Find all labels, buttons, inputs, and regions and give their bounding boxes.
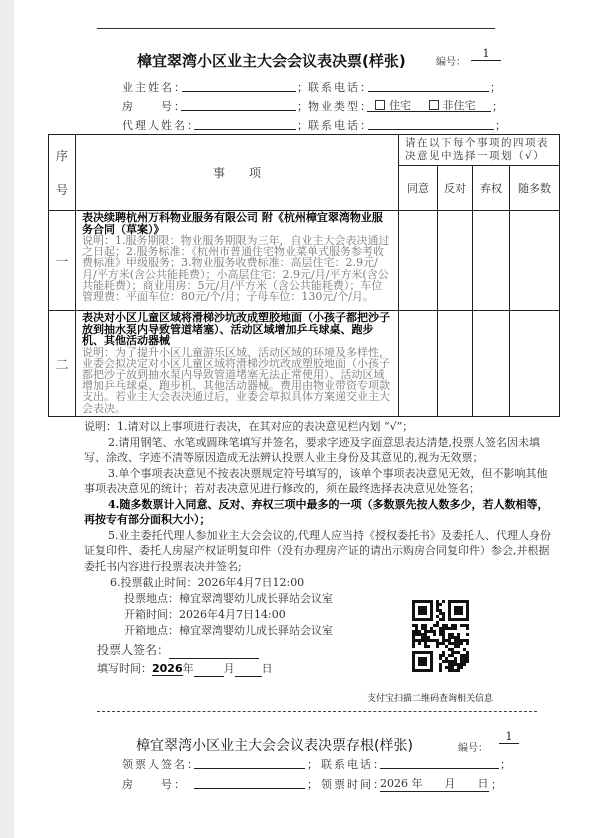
separator: ； bbox=[491, 778, 502, 791]
qr-module bbox=[412, 624, 415, 627]
agent-phone-label: 联系电话： bbox=[308, 119, 373, 132]
qr-module bbox=[424, 633, 427, 636]
item-title: 表决对小区儿童区域将滑梯沙坑改成塑胶地面（小孩子都把沙子放到抽水泵内导致管道堵塞）、活动区域增加乒乓球桌、跑步机、其他活动器械 bbox=[82, 311, 390, 347]
qr-module bbox=[424, 639, 427, 642]
page-gutter bbox=[0, 0, 14, 838]
qr-module bbox=[466, 642, 469, 645]
qr-module bbox=[436, 642, 439, 645]
qr-module bbox=[454, 669, 457, 672]
qr-module bbox=[424, 636, 427, 639]
qr-module bbox=[427, 636, 430, 639]
agent-phone-field[interactable] bbox=[368, 118, 494, 130]
separator: ； bbox=[297, 119, 308, 132]
qr-module bbox=[454, 663, 457, 666]
qr-module bbox=[445, 639, 448, 642]
qr-module bbox=[421, 633, 424, 636]
qr-module bbox=[451, 627, 454, 630]
qr-module bbox=[454, 651, 457, 654]
qr-module bbox=[454, 624, 457, 627]
voter-sign-row bbox=[97, 642, 559, 659]
header-instruction: 请在以下每个事项的四项表决意见中选择一项划（√） bbox=[399, 135, 560, 166]
stub-number-label: 编号： bbox=[458, 743, 488, 754]
qr-module bbox=[427, 645, 430, 648]
table-row bbox=[49, 211, 560, 311]
qr-module bbox=[448, 669, 451, 672]
qr-module bbox=[460, 666, 463, 669]
qr-module bbox=[451, 660, 454, 663]
qr-module bbox=[466, 660, 469, 663]
qr-module bbox=[457, 669, 460, 672]
qr-module bbox=[466, 633, 469, 636]
note-5: 5.业主委托代理人参加业主大会会议的,代理人应当持《授权委托书》及委托人、代理人身份证复印件、委托人房屋产权证明复印件（没有办理房产证的请出示购房合同复印件）参会,并根据委托书内容进行投票表决并签名; bbox=[84, 528, 551, 573]
header-seq: 序 号 bbox=[49, 135, 76, 211]
qr-module bbox=[418, 639, 421, 642]
qr-module bbox=[451, 624, 454, 627]
residential-checkbox[interactable] bbox=[375, 100, 385, 110]
separator: ； bbox=[492, 100, 503, 113]
vote-agree-cell[interactable] bbox=[399, 311, 438, 417]
vote-majority-cell[interactable] bbox=[510, 311, 560, 417]
owner-name-field[interactable] bbox=[182, 80, 296, 92]
qr-module bbox=[442, 612, 445, 615]
table-row bbox=[49, 311, 560, 417]
qr-module bbox=[424, 645, 427, 648]
qr-module bbox=[412, 642, 415, 645]
stub-room-label: 房 号： bbox=[122, 778, 187, 791]
receiver-sign-label: 领票人签名： bbox=[122, 758, 200, 771]
qr-module bbox=[442, 651, 445, 654]
qr-module bbox=[448, 660, 451, 663]
qr-module bbox=[433, 639, 436, 642]
cut-line bbox=[97, 711, 537, 712]
qr-module bbox=[451, 666, 454, 669]
qr-module bbox=[421, 639, 424, 642]
note-1: 说明：1.请对以上事项进行表决，在其对应的表决意见栏内划 “√”； bbox=[84, 420, 414, 433]
qr-module bbox=[439, 630, 442, 633]
qr-module bbox=[439, 642, 442, 645]
qr-module bbox=[460, 660, 463, 663]
qr-module bbox=[424, 642, 427, 645]
notes-section bbox=[84, 417, 554, 574]
separator: ； bbox=[307, 778, 318, 791]
header-item: 事 项 bbox=[76, 135, 399, 211]
note-4: 4.随多数票计入同意、反对、弃权三项中最多的一项（多数票先按人数多少，若人数相等，再按专有部分面积大小）； bbox=[84, 497, 549, 526]
non-residential-label: 非住宅 bbox=[442, 99, 476, 112]
qr-module bbox=[436, 621, 439, 624]
header-abstain: 弃权 bbox=[473, 166, 510, 211]
qr-module bbox=[436, 606, 439, 609]
qr-module bbox=[442, 627, 445, 630]
qr-module bbox=[463, 654, 466, 657]
row-seq: 二 bbox=[49, 311, 76, 417]
qr-module bbox=[436, 624, 439, 627]
stub-room-field[interactable] bbox=[194, 777, 305, 789]
qr-module bbox=[448, 633, 451, 636]
separator: ； bbox=[297, 81, 308, 94]
qr-finder bbox=[418, 606, 427, 615]
separator: ； bbox=[495, 119, 506, 132]
qr-module bbox=[454, 645, 457, 648]
stub-phone-label: 联系电话： bbox=[321, 758, 386, 771]
stub-number: 1 bbox=[499, 730, 519, 744]
property-type-field bbox=[367, 97, 491, 112]
qr-module bbox=[451, 642, 454, 645]
qr-module bbox=[445, 657, 448, 660]
qr-module bbox=[454, 627, 457, 630]
qr-module bbox=[460, 663, 463, 666]
qr-module bbox=[448, 666, 451, 669]
residential-label: 住宅 bbox=[389, 99, 411, 112]
qr-module bbox=[451, 654, 454, 657]
year-unit: 年 bbox=[182, 662, 194, 675]
qr-module bbox=[457, 651, 460, 654]
qr-module bbox=[451, 651, 454, 654]
qr-module bbox=[442, 633, 445, 636]
qr-module bbox=[436, 600, 439, 603]
qr-module bbox=[448, 639, 451, 642]
note-3: 3.单个事项表决意见不按表决票规定符号填写的，该单个事项表决意见无效，但不影响其他事项表决意见的统计；若对表决意见进行修改的，须在最终选择表决意见处签名； bbox=[84, 466, 548, 495]
qr-module bbox=[445, 624, 448, 627]
qr-module bbox=[418, 633, 421, 636]
qr-module bbox=[457, 636, 460, 639]
vote-abstain-cell[interactable] bbox=[473, 311, 510, 417]
row-item bbox=[76, 311, 399, 417]
qr-module bbox=[421, 636, 424, 639]
open-place: 开箱地点：樟宜翠湾婴幼儿成长驿站会议室 bbox=[124, 624, 333, 637]
qr-module bbox=[457, 639, 460, 642]
qr-module bbox=[451, 633, 454, 636]
qr-module bbox=[451, 636, 454, 639]
separator: ； bbox=[500, 758, 511, 771]
qr-module bbox=[424, 624, 427, 627]
ballot-body bbox=[48, 134, 559, 677]
qr-module bbox=[463, 624, 466, 627]
qr-module bbox=[433, 624, 436, 627]
qr-module bbox=[439, 603, 442, 606]
qr-module bbox=[445, 645, 448, 648]
qr-module bbox=[439, 618, 442, 621]
header-follow-majority: 随多数 bbox=[510, 166, 560, 211]
qr-module bbox=[439, 627, 442, 630]
vote-oppose-cell[interactable] bbox=[438, 211, 473, 311]
item-description: 说明：为了提升小区儿童游乐区域、活动区域的环境及多样性，业委会拟决定对小区儿童区域将滑梯沙坑改成塑胶地面（小孩子都把沙子放到抽水泵内导致管道堵塞无法正常使用）、活动区域增加乒乓球桌、跑步机、其他活动器械。费用由物业带资专项款支出。若业主大会表决通过后，业委会草拟具体方案递交业主大会表决。 bbox=[82, 345, 390, 415]
agent-name-field[interactable] bbox=[194, 118, 296, 130]
qr-finder bbox=[454, 606, 463, 615]
qr-module bbox=[424, 627, 427, 630]
ballot-table bbox=[48, 134, 560, 417]
qr-module bbox=[412, 636, 415, 639]
schedule bbox=[110, 575, 559, 639]
row-item bbox=[76, 211, 399, 311]
qr-module bbox=[442, 630, 445, 633]
qr-module bbox=[442, 615, 445, 618]
qr-module bbox=[460, 642, 463, 645]
qr-module bbox=[451, 648, 454, 651]
qr-module bbox=[439, 612, 442, 615]
qr-module bbox=[430, 639, 433, 642]
qr-module bbox=[466, 654, 469, 657]
vote-majority-cell[interactable] bbox=[510, 211, 560, 311]
qr-module bbox=[427, 630, 430, 633]
qr-module bbox=[448, 627, 451, 630]
qr-module bbox=[463, 648, 466, 651]
qr-module bbox=[415, 624, 418, 627]
note-2: 2.请用钢笔、水笔或圆珠笔填写并签名，要求字迹及字面意思表达清楚,投票人签名因未填写、涂改、字迹不清等原因造成无法辨认投票人业主身份及其意见的,视为无效票； bbox=[84, 435, 540, 464]
qr-module bbox=[442, 624, 445, 627]
qr-module bbox=[412, 639, 415, 642]
voter-sign-field[interactable] bbox=[169, 647, 259, 659]
qr-module bbox=[433, 633, 436, 636]
owner-phone-field[interactable] bbox=[368, 80, 489, 92]
qr-module bbox=[448, 663, 451, 666]
top-rule bbox=[97, 28, 495, 29]
stub-title: 樟宜翠湾小区业主大会会议表决票存根(样张) bbox=[136, 738, 413, 754]
qr-module bbox=[442, 660, 445, 663]
separator: ； bbox=[297, 100, 308, 113]
day-unit: 日 bbox=[261, 662, 273, 675]
qr-module bbox=[448, 642, 451, 645]
vote-place: 投票地点：樟宜翠湾婴幼儿成长驿站会议室 bbox=[124, 592, 333, 605]
qr-module bbox=[439, 657, 442, 660]
receive-time-field[interactable]: 2026 年 月 日 bbox=[380, 777, 489, 790]
fill-time-label: 填写时间： bbox=[97, 662, 152, 675]
qr-module bbox=[412, 645, 415, 648]
vote-oppose-cell[interactable] bbox=[438, 311, 473, 417]
qr-module bbox=[466, 624, 469, 627]
qr-module bbox=[436, 603, 439, 606]
qr-module bbox=[463, 660, 466, 663]
qr-module bbox=[457, 666, 460, 669]
qr-module bbox=[412, 630, 415, 633]
qr-module bbox=[442, 600, 445, 603]
qr-module bbox=[448, 654, 451, 657]
receiver-sign-field[interactable] bbox=[194, 757, 305, 769]
qr-module bbox=[439, 633, 442, 636]
ballot-number: 1 bbox=[471, 47, 501, 61]
qr-module bbox=[451, 663, 454, 666]
qr-finder bbox=[418, 657, 427, 666]
room-field[interactable] bbox=[181, 99, 296, 111]
vote-agree-cell[interactable] bbox=[399, 211, 438, 311]
qr-module bbox=[424, 630, 427, 633]
qr-module bbox=[445, 666, 448, 669]
header-agree: 同意 bbox=[399, 166, 438, 211]
qr-module bbox=[463, 639, 466, 642]
qr-module bbox=[466, 627, 469, 630]
qr-module bbox=[442, 642, 445, 645]
fill-year[interactable]: 2026 bbox=[152, 662, 183, 675]
qr-module bbox=[445, 627, 448, 630]
qr-module bbox=[448, 636, 451, 639]
non-residential-checkbox[interactable] bbox=[429, 100, 439, 110]
qr-module bbox=[457, 645, 460, 648]
qr-module bbox=[457, 633, 460, 636]
phone-label: 联系电话： bbox=[308, 81, 373, 94]
qr-module bbox=[418, 630, 421, 633]
stub-phone-field[interactable] bbox=[380, 757, 499, 769]
voter-sign-label: 投票人签名： bbox=[97, 643, 170, 657]
qr-module bbox=[454, 657, 457, 660]
qr-module bbox=[442, 618, 445, 621]
qr-module bbox=[415, 630, 418, 633]
room-label: 房 号： bbox=[122, 100, 187, 113]
qr-module bbox=[439, 666, 442, 669]
qr-module bbox=[439, 654, 442, 657]
qr-module bbox=[448, 648, 451, 651]
qr-module bbox=[460, 657, 463, 660]
qr-module bbox=[466, 657, 469, 660]
header-oppose: 反对 bbox=[438, 166, 473, 211]
ballot-number-label: 编号： bbox=[436, 57, 466, 68]
qr-module bbox=[415, 627, 418, 630]
qr-caption: 支付宝扫描二维码查询相关信息 bbox=[367, 694, 494, 704]
fill-day-field[interactable] bbox=[235, 665, 262, 677]
qr-module bbox=[466, 651, 469, 654]
qr-module bbox=[421, 627, 424, 630]
row-seq: 一 bbox=[49, 211, 76, 311]
qr-module bbox=[463, 663, 466, 666]
qr-module bbox=[442, 636, 445, 639]
fill-month-field[interactable] bbox=[194, 665, 224, 677]
qr-module bbox=[466, 639, 469, 642]
agent-name-label: 代理人姓名： bbox=[122, 119, 200, 132]
qr-module bbox=[415, 633, 418, 636]
month-unit: 月 bbox=[223, 662, 235, 675]
qr-module bbox=[430, 627, 433, 630]
qr-module bbox=[454, 660, 457, 663]
property-type-label: 物业类型： bbox=[308, 100, 373, 113]
qr-module bbox=[439, 663, 442, 666]
ballot-title: 樟宜翠湾小区业主大会会议表决票(样张) bbox=[137, 52, 406, 70]
qr-module bbox=[454, 636, 457, 639]
qr-module bbox=[451, 669, 454, 672]
qr-module bbox=[460, 654, 463, 657]
receive-time-label: 领票时间： bbox=[321, 778, 386, 791]
qr-module bbox=[442, 639, 445, 642]
qr-module bbox=[457, 663, 460, 666]
qr-module bbox=[418, 642, 421, 645]
owner-name-label: 业主姓名： bbox=[122, 81, 187, 94]
separator: ； bbox=[490, 81, 501, 94]
qr-module bbox=[454, 639, 457, 642]
qr-module bbox=[445, 660, 448, 663]
qr-module bbox=[415, 639, 418, 642]
qr-module bbox=[457, 642, 460, 645]
qr-module bbox=[436, 615, 439, 618]
qr-module bbox=[421, 624, 424, 627]
vote-abstain-cell[interactable] bbox=[473, 211, 510, 311]
qr-code[interactable] bbox=[412, 600, 469, 672]
qr-module bbox=[460, 624, 463, 627]
qr-module bbox=[454, 642, 457, 645]
item-title: 表决续聘杭州万科物业服务有限公司 附《杭州樟宜翠湾物业服务合同（草案）》 bbox=[82, 211, 383, 236]
qr-module bbox=[430, 630, 433, 633]
separator: ； bbox=[307, 758, 318, 771]
qr-module bbox=[436, 639, 439, 642]
qr-module bbox=[442, 654, 445, 657]
qr-module bbox=[412, 633, 415, 636]
qr-module bbox=[436, 645, 439, 648]
open-time: 开箱时间：2026年4月7日14:00 bbox=[124, 608, 286, 621]
fill-time bbox=[97, 661, 559, 677]
qr-module bbox=[439, 609, 442, 612]
qr-module bbox=[436, 609, 439, 612]
qr-module bbox=[439, 669, 442, 672]
qr-module bbox=[433, 630, 436, 633]
item-description: 说明：1.服务期限：物业服务期限为三年，自业主大会表决通过之日起；2.服务标准：《杭州市普通住宅物业菜单式服务参考收费标准》甲级服务；3.物业服务收费标准：高层住宅：2.9元/月/平方米(含公共能耗费）；小高层住宅：2.9元/月/平方米(含公共能耗费）；商业用房：5元/月/平方米（含公共能耗费）；车位管理费：平面车位：80元/个/月；子母车位：130元/个/月。 bbox=[82, 234, 390, 304]
vote-deadline: 6.投票截止时间：2026年4月7日12:00 bbox=[110, 576, 305, 589]
qr-module bbox=[460, 639, 463, 642]
qr-module bbox=[427, 639, 430, 642]
qr-module bbox=[463, 657, 466, 660]
